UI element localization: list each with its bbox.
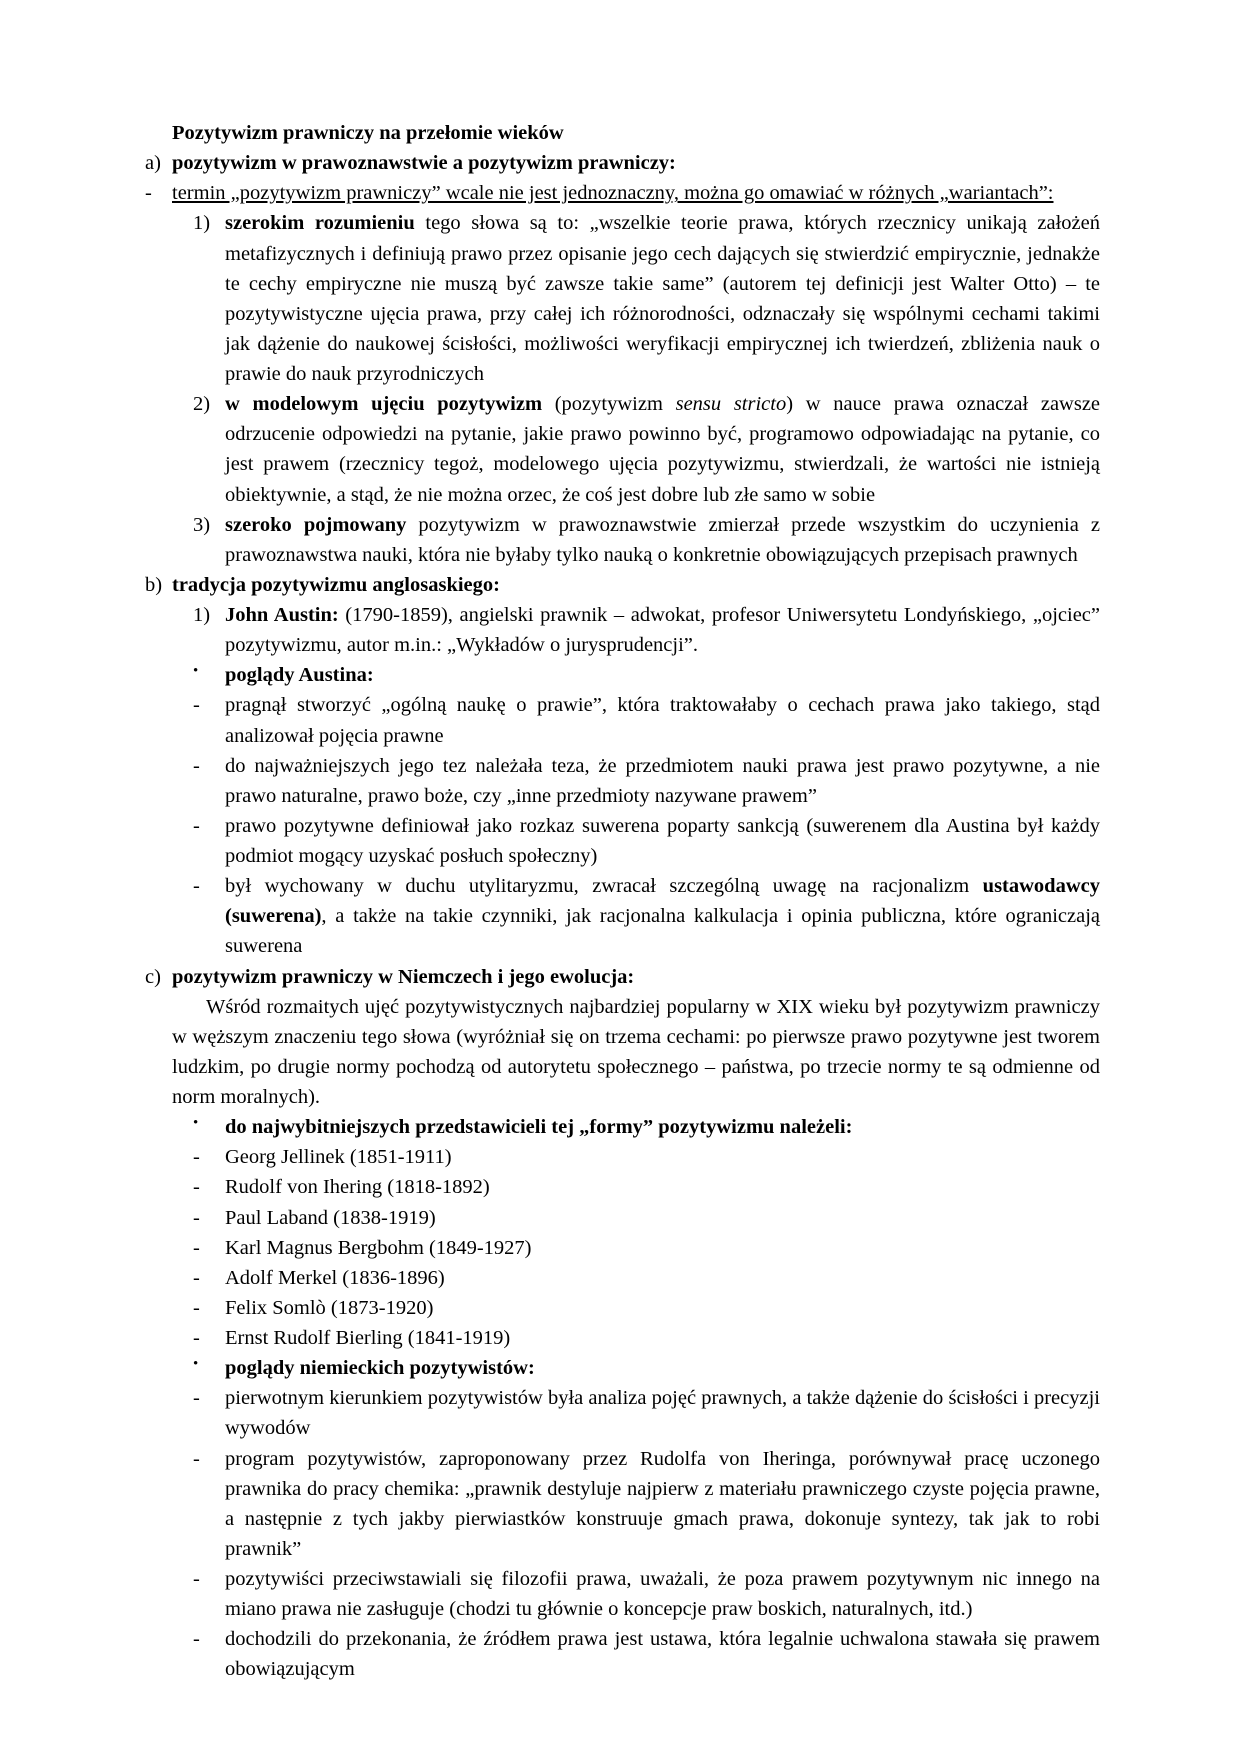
representative-name: Adolf Merkel (1836-1896) — [225, 1266, 445, 1289]
section-marker-b: b) — [145, 573, 163, 596]
bullet-icon: • — [193, 663, 199, 680]
dash-marker: - — [193, 875, 200, 898]
austin-body: (1790-1859), angielski prawnik – adwokat, profesor Uniwersytetu Londyńskiego, „ojciec” pozytywizmu, autor m.in.: „Wykładów o jurysprudencji”. — [225, 604, 1100, 657]
section-heading-text-a: pozytywizm w prawoznawstwie a pozytywizm prawniczy: — [172, 152, 676, 175]
representative-name: Rudolf von Ihering (1818-1892) — [225, 1176, 490, 1199]
section-heading-b — [145, 570, 1100, 600]
list-item-lead: w modelowym ujęciu pozytywizm — [225, 393, 543, 416]
dash-marker: - — [193, 1206, 200, 1229]
section-c-paragraph: Wśród rozmaitych ujęć pozytywistycznych najbardziej popularny w XIX wieku był pozytywizm prawniczy w węższym znaczeniu tego słowa (wyróżniał się on trzema cechami: po pierwsze prawo pozytywne jest tworem ludzkim, po drugie normy pochodzą od autorytetu społecznego – państwa, po trzecie normy te są odmienne od norm moralnych). — [172, 995, 1100, 1108]
austin-text — [225, 600, 1100, 660]
list-item — [193, 510, 1100, 570]
section-a-intro — [145, 178, 1100, 208]
list-item-text — [225, 208, 1100, 389]
dash-marker: - — [193, 754, 200, 777]
list-item-austin — [193, 600, 1100, 660]
list-item — [193, 690, 1100, 750]
list-item-text — [225, 389, 1100, 510]
list-item-text: pierwotnym kierunkiem pozytywistów była analiza pojęć prawnych, a także dążenie do ścisłości i precyzji wywodów — [225, 1387, 1100, 1440]
subheading-german-views — [193, 1353, 1100, 1383]
list-item-representative — [193, 1142, 1100, 1172]
list-item-text: pragnął stworzyć „ogólną naukę o prawie”, która traktowałaby o cechach prawa jako takiego, stąd analizował pojęcia prawne — [225, 694, 1100, 747]
section-heading-text-c: pozytywizm prawniczy w Niemczech i jego ewolucja: — [172, 965, 635, 988]
list-item-body-pre: był wychowany w duchu utylitaryzmu, zwracał szczególną uwagę na racjonalizm — [225, 875, 983, 898]
representative-name: Paul Laband (1838-1919) — [225, 1206, 436, 1229]
subheading-text: poglądy Austina: — [225, 664, 374, 687]
list-item-text: do najważniejszych jego tez należała teza, że przedmiotem nauki prawa jest prawo pozytywne, a nie prawo naturalne, prawo boże, czy „inne przedmioty nazywane prawem” — [225, 754, 1100, 807]
representative-name: Ernst Rudolf Bierling (1841-1919) — [225, 1327, 511, 1349]
list-item-body: pozytywizm w prawoznawstwie zmierzał przede wszystkim do uczynienia z prawoznawstwa nauki, która nie byłaby tylko nauką o konkretnie obowiązujących przepisach prawnych — [225, 513, 1100, 566]
list-item — [193, 871, 1100, 961]
dash-marker: - — [193, 814, 200, 837]
list-item-text: prawo pozytywne definiował jako rozkaz suwerena poparty sankcją (suwerenem dla Austina był każdy podmiot mogący uzyskać posłuch społeczny) — [225, 814, 1100, 867]
list-marker: 3) — [193, 513, 211, 536]
list-item-representative — [193, 1203, 1100, 1233]
list-item-representative — [193, 1263, 1100, 1293]
list-item-lead: szeroko pojmowany — [225, 513, 407, 536]
dash-marker: - — [193, 1387, 200, 1410]
list-item-body: , a także na takie czynniki, jak racjonalna kalkulacja i opinia publiczna, które ograniczają suwerena — [225, 905, 1100, 958]
dash-marker: - — [145, 182, 152, 205]
list-item-body: ) w nauce prawa oznaczał zawsze odrzucenie odpowiedzi na pytanie, jakie prawo powinno być, programowo odpowiadając na pytanie, co jest prawem (rzecznicy tegoż, modelowego ujęcia pozytywizmu, stwierdzali, że wartości nie istnieją obiektywnie, a stąd, że nie można orzec, że coś jest dobre lub złe samo w sobie — [225, 393, 1101, 506]
list-item-text — [225, 510, 1100, 570]
list-marker: 1) — [193, 212, 211, 235]
document-title: Pozytywizm prawniczy na przełomie wieków — [172, 122, 564, 144]
representative-name: Karl Magnus Bergbohm (1849-1927) — [225, 1236, 532, 1259]
list-item-italic: sensu stricto — [675, 393, 787, 416]
section-heading-c — [145, 962, 1100, 992]
dash-marker: - — [193, 1628, 200, 1651]
list-item-body-pre: (pozytywizm — [542, 393, 676, 416]
list-marker: 2) — [193, 393, 211, 416]
list-marker: 1) — [193, 604, 211, 626]
section-marker-a: a) — [145, 152, 161, 175]
list-item-representative — [193, 1172, 1100, 1202]
list-item-text — [225, 871, 1100, 961]
list-item — [193, 811, 1100, 871]
subheading-austin-views — [193, 660, 1100, 690]
dash-marker: - — [193, 694, 200, 717]
section-heading-text-b: tradycja pozytywizmu anglosaskiego: — [172, 573, 500, 596]
dash-marker: - — [193, 1176, 200, 1199]
subheading-text: poglądy niemieckich pozytywistów: — [225, 1357, 535, 1380]
dash-marker: - — [193, 1146, 200, 1169]
list-item — [193, 208, 1100, 389]
list-item-body: tego słowa są to: „wszelkie teorie prawa, których rzecznicy unikają założeń metafizycznych i definiują prawo przez opisanie jego cech dających się stwierdzić empirycznie, jednakże te cechy empiryczne nie muszą być zawsze takie same” (autorem tej definicji jest Walter Otto) – te pozytywistyczne ujęcia prawa, przy całej ich różnorodności, odznaczały się wspólnymi cechami takimi jak dążenie do naukowej ścisłości, możliwości weryfikacji empirycznej ich twierdzeń, zbliżenia nauk o prawie do nauk przyrodniczych — [225, 212, 1100, 385]
section-heading-a — [145, 148, 1100, 178]
subheading-representatives — [193, 1112, 1100, 1142]
representative-name: Felix Somlò (1873-1920) — [225, 1296, 434, 1319]
subheading-text: do najwybitniejszych przedstawicieli tej „formy” pozytywizmu należeli: — [225, 1116, 853, 1139]
list-item — [193, 1564, 1100, 1624]
dash-marker: - — [193, 1568, 200, 1590]
list-item-text: dochodzili do przekonania, że źródłem prawa jest ustawa, która legalnie uchwalona stawała się prawem obowiązującym — [225, 1628, 1100, 1681]
list-item — [193, 1444, 1100, 1565]
list-item-text: program pozytywistów, zaproponowany przez Rudolfa von Iheringa, porównywał pracę uczonego prawnika do pracy chemika: „prawnik destyluje najpierw z materiału prawniczego czyste pojęcia prawne, a następnie z tych jakby pierwiastków konstruuje gmach prawa, dokonuje syntezy, tak jak to robi prawnik” — [225, 1447, 1100, 1560]
list-item — [193, 1383, 1100, 1443]
list-item-text: pozytywiści przeciwstawiali się filozofii prawa, uważali, że poza prawem pozytywnym nic innego na miano prawa nie zasługuje (chodzi tu głównie o koncepcje praw boskich, naturalnych, itd.) — [225, 1568, 1100, 1621]
austin-name: John Austin: — [225, 604, 339, 626]
list-item-representative — [193, 1233, 1100, 1263]
list-item-representative — [193, 1323, 1100, 1353]
dash-marker: - — [193, 1327, 200, 1349]
list-item-representative — [193, 1293, 1100, 1323]
section-marker-c: c) — [145, 965, 161, 988]
list-item-lead: szerokim rozumieniu — [225, 212, 415, 235]
section-a-intro-text: termin „pozytywizm prawniczy” wcale nie jest jednoznaczny, można go omawiać w różnych „wariantach”: — [172, 182, 1054, 205]
representative-name: Georg Jellinek (1851-1911) — [225, 1146, 452, 1169]
list-item-bold: ustawodawcy (suwerena) — [225, 875, 1100, 928]
dash-marker: - — [193, 1266, 200, 1289]
bullet-icon: • — [193, 1356, 199, 1373]
dash-marker: - — [193, 1236, 200, 1259]
list-item — [193, 1624, 1100, 1684]
list-item — [193, 389, 1100, 510]
dash-marker: - — [193, 1447, 200, 1470]
bullet-icon: • — [193, 1115, 199, 1132]
list-item — [193, 751, 1100, 811]
dash-marker: - — [193, 1296, 200, 1319]
